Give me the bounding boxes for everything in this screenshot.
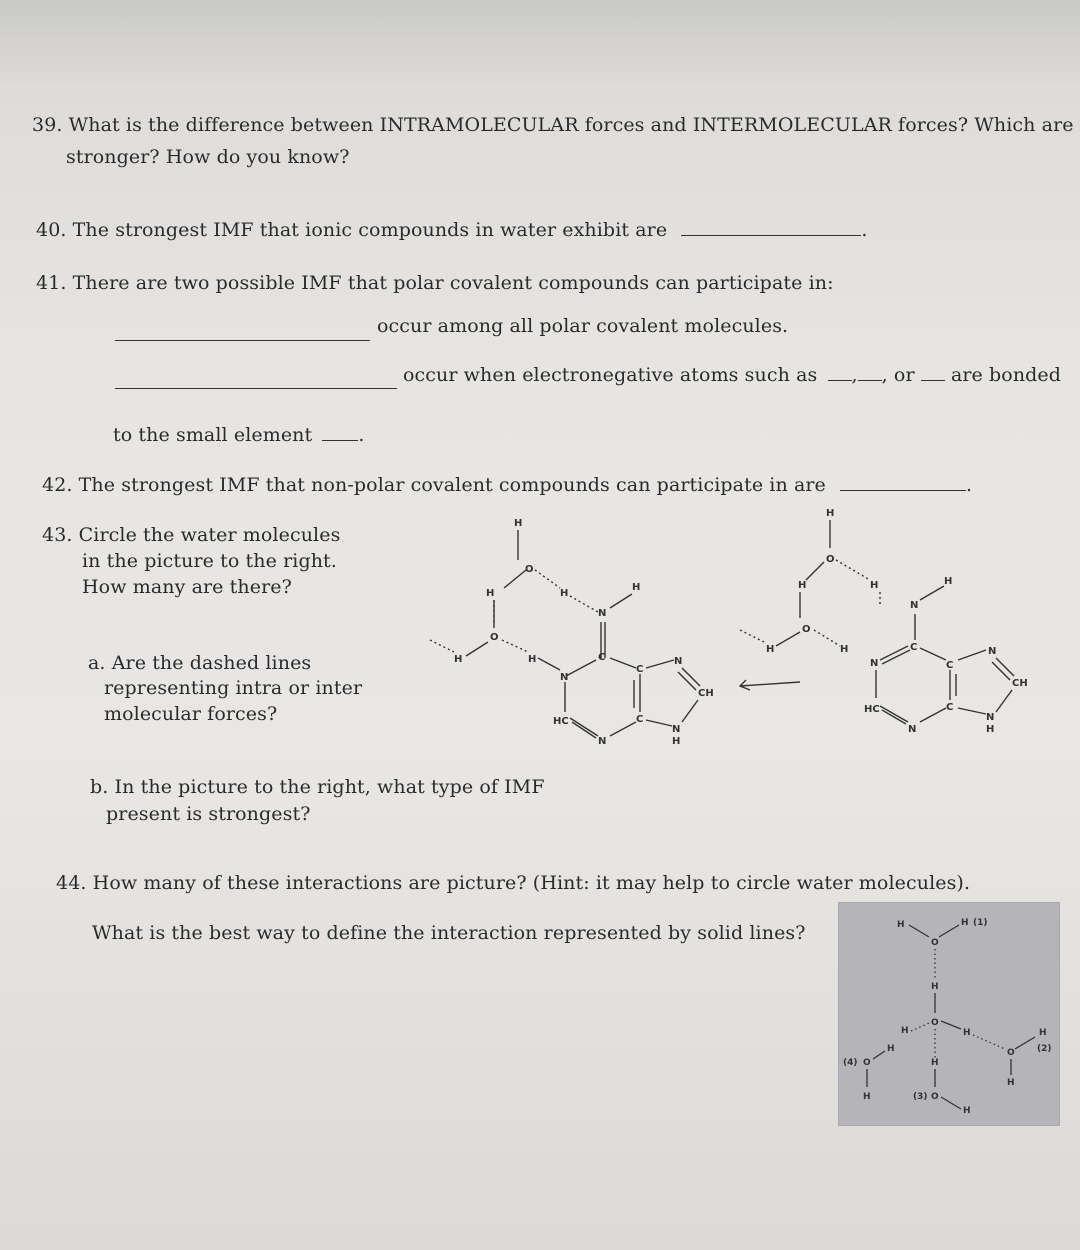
question-42 [42, 472, 972, 499]
atom-label: O [931, 938, 939, 948]
atom-label: H [632, 582, 641, 593]
atom-label: N [988, 646, 997, 657]
reaction-arrow [740, 680, 800, 690]
atom-label: N [598, 736, 607, 747]
atom-label: C [636, 714, 644, 725]
question-41-line-c-text: to the small element [113, 424, 313, 446]
atom-label: H [961, 918, 969, 928]
left-structure [430, 518, 714, 747]
question-39-line2: stronger? How do you know? [66, 146, 350, 168]
atom-label: H [1007, 1078, 1015, 1088]
atom-label: CH [698, 688, 714, 699]
question-43a-line2: representing intra or inter [104, 677, 363, 699]
atom-label: H [931, 1058, 939, 1068]
atom-label: N [598, 608, 607, 619]
atom-label: N [910, 600, 919, 611]
answer-blank[interactable] [115, 388, 397, 389]
question-43a-line3: molecular forces? [104, 703, 278, 725]
atom-label: H [897, 920, 905, 930]
label-3: (3) [913, 1092, 928, 1102]
are-bonded-text: are bonded [950, 364, 1062, 386]
atom-label: H [672, 736, 681, 747]
atom-label: C [946, 660, 954, 671]
answer-blank[interactable] [840, 490, 966, 491]
atom-label: H [963, 1106, 971, 1116]
atom-label: H [963, 1028, 971, 1038]
question-41-line-a: occur among all polar covalent molecules. [377, 315, 789, 337]
atom-label: HC [553, 716, 569, 727]
question-41: 41. There are two possible IMF that polar covalent compounds can participate in: [36, 272, 834, 294]
atom-label: C [946, 702, 954, 713]
label-1: (1) [973, 918, 988, 928]
atom-label: O [490, 632, 499, 643]
atom-label: O [863, 1058, 871, 1068]
atom-label: H [514, 518, 523, 529]
answer-blank[interactable] [921, 380, 945, 381]
question-39-line1: 39. What is the difference between INTRAMOLECULAR forces and INTERMOLECULAR forces? Which are [32, 114, 1074, 136]
answer-blank[interactable] [681, 235, 861, 236]
atom-label: N [870, 658, 879, 669]
atom-label: HC [864, 704, 880, 715]
question-43b-line1: b. In the picture to the right, what type of IMF [90, 776, 545, 798]
atom-label: H [766, 644, 775, 655]
atom-label: H [986, 724, 995, 735]
question-40-text: 40. The strongest IMF that ionic compounds in water exhibit are [36, 219, 668, 241]
atom-label: H [798, 580, 807, 591]
question-44-line2: What is the best way to define the interaction represented by solid lines? [92, 922, 806, 944]
answer-blank[interactable] [828, 380, 852, 381]
atom-label: O [802, 624, 811, 635]
period: . [966, 474, 973, 496]
atom-label: N [908, 724, 917, 735]
atom-label: N [672, 724, 681, 735]
question-40 [36, 217, 867, 244]
atom-label: N [560, 672, 569, 683]
answer-blank[interactable] [858, 380, 882, 381]
atom-label: O [1007, 1048, 1015, 1058]
atom-label: H [931, 982, 939, 992]
question-44-line1: 44. How many of these interactions are picture? (Hint: it may help to circle water molecules). [56, 872, 971, 894]
atom-label: H [901, 1026, 909, 1036]
question-43-line1: 43. Circle the water molecules [42, 524, 341, 546]
atom-label: O [525, 564, 534, 575]
atom-label: H [863, 1092, 871, 1102]
right-structure [740, 508, 1028, 735]
atom-label: H [486, 588, 495, 599]
question-41-line-b [403, 362, 1061, 389]
atom-label: O [931, 1018, 939, 1028]
question-43-line2: in the picture to the right. [82, 550, 337, 572]
atom-label: O [826, 554, 835, 565]
comma: , [881, 364, 888, 386]
atom-label: H [454, 654, 463, 665]
label-2: (2) [1037, 1044, 1052, 1054]
water-cluster-figure [838, 902, 1060, 1126]
atom-label: C [636, 664, 644, 675]
atom-label: H [528, 654, 537, 665]
atom-label: H [840, 644, 849, 655]
question-43-line3: How many are there? [82, 576, 292, 598]
question-41-line-c [113, 422, 365, 449]
atom-label: CH [1012, 678, 1028, 689]
answer-blank[interactable] [322, 440, 358, 441]
period: . [358, 424, 365, 446]
atom-label: H [944, 576, 953, 587]
atom-label: N [986, 712, 995, 723]
atom-label: O [931, 1092, 939, 1102]
atom-label: H [826, 508, 835, 519]
base-pair-water-diagram [410, 500, 1050, 760]
or-text: or [893, 364, 915, 386]
question-42-text: 42. The strongest IMF that non-polar covalent compounds can participate in are [42, 474, 826, 496]
comma: , [851, 364, 858, 386]
atom-label: C [910, 642, 918, 653]
atom-label: H [560, 588, 569, 599]
atom-label: H [870, 580, 879, 591]
question-43b-line2: present is strongest? [106, 803, 311, 825]
question-40-period: . [861, 219, 868, 241]
question-41-line-b-text: occur when electronegative atoms such as [403, 364, 818, 386]
atom-label: H [887, 1044, 895, 1054]
atom-label: N [674, 656, 683, 667]
atom-label: H [1039, 1028, 1047, 1038]
label-4: (4) [843, 1058, 858, 1068]
question-43a-line1: a. Are the dashed lines [88, 652, 312, 674]
answer-blank[interactable] [115, 340, 370, 341]
atom-label: C [598, 652, 606, 663]
